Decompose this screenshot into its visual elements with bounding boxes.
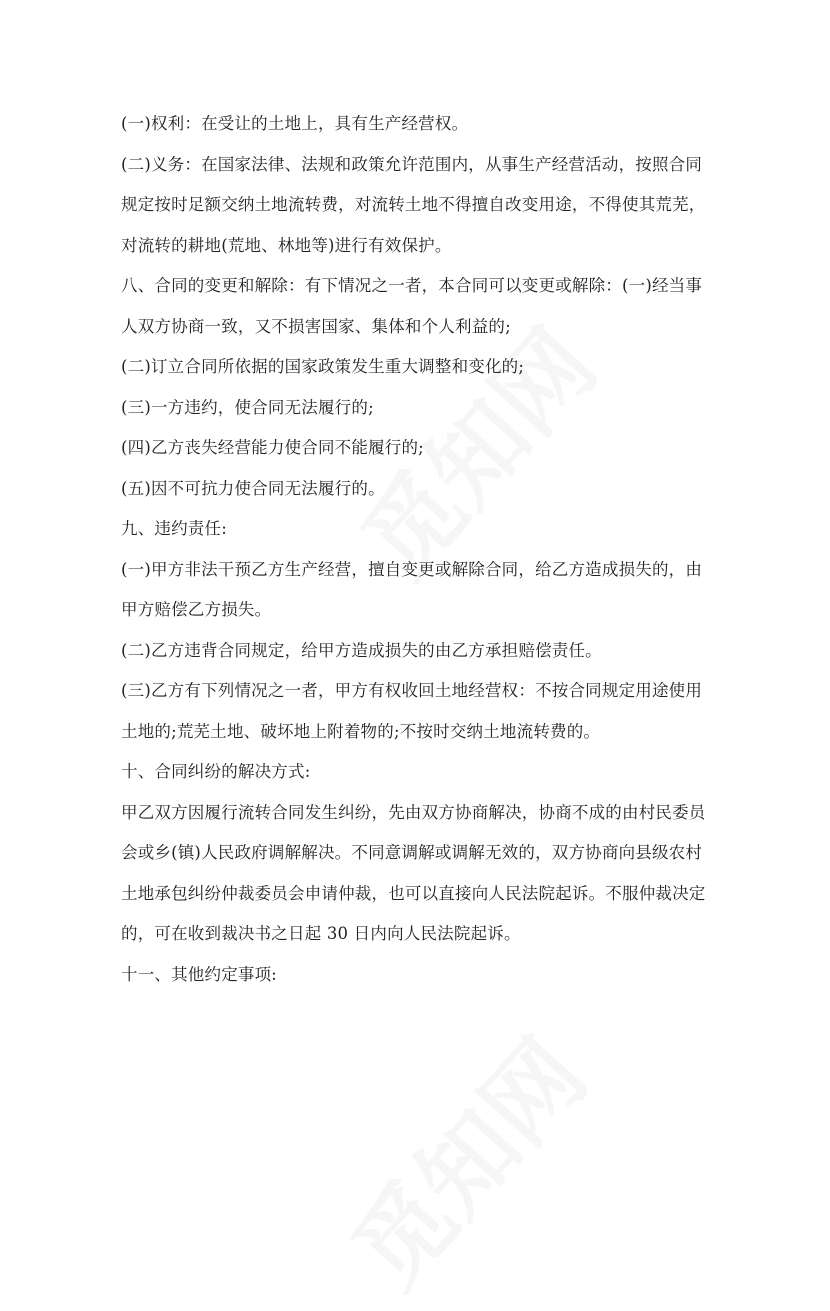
text-line: 的，可在收到裁决书之日起 30 日内向人民法院起诉。 [121, 924, 521, 943]
text-line: (二)订立合同所依据的国家政策发生重大调整和变化的; [121, 357, 525, 376]
text-line: 人双方协商一致，又不损害国家、集体和个人利益的; [121, 316, 511, 336]
text-line: 土地的;荒芜土地、破坏地上附着物的;不按时交纳土地流转费的。 [121, 721, 601, 741]
text-line-obligations: (二)义务：在国家法律、法规和政策允许范围内，从事生产经营活动，按照合同 [121, 154, 703, 174]
text-line: (三)乙方有下列情况之一者，甲方有权收回土地经营权：不按合同规定用途使用 [121, 681, 703, 700]
section-heading-liability: 九、违约责任: [121, 519, 227, 538]
watermark [317, 1006, 612, 1311]
text-line: 规定按时足额交纳土地流转费，对流转土地不得擅自改变用途，不得使其荒芜， [121, 195, 706, 214]
text-line: 甲乙双方因履行流转合同发生纠纷，先由双方协商解决，协商不成的由村民委员 [121, 802, 706, 822]
section-heading-other: 十一、其他约定事项: [121, 964, 278, 984]
text-line-rights: (一)权利：在受让的土地上，具有生产经营权。 [121, 114, 469, 133]
text-line: 对流转的耕地(荒地、林地等)进行有效保护。 [121, 235, 452, 255]
section-heading-change-termination: 八、合同的变更和解除：有下情况之一者，本合同可以变更或解除：(一)经当事 [121, 276, 703, 295]
text-line: 甲方赔偿乙方损失。 [121, 600, 272, 619]
text-line: 土地承包纠纷仲裁委员会申请仲裁，也可以直接向人民法院起诉。不服仲裁决定 [121, 883, 706, 903]
text-line: (五)因不可抗力使合同无法履行的。 [121, 478, 385, 498]
text-line: (一)甲方非法干预乙方生产经营，擅自变更或解除合同，给乙方造成损失的，由 [121, 559, 703, 579]
section-heading-dispute: 十、合同纠纷的解决方式: [121, 762, 311, 781]
text-line: (三)一方违约，使合同无法履行的; [121, 397, 374, 417]
text-line: 会或乡(镇)人民政府调解解决。不同意调解或调解无效的，双方协商向县级农村 [121, 843, 703, 862]
text-line: (四)乙方丧失经营能力使合同不能履行的; [121, 438, 424, 457]
text-line: (二)乙方违背合同规定，给甲方造成损失的由乙方承担赔偿责任。 [121, 640, 602, 660]
document-body [121, 104, 721, 995]
